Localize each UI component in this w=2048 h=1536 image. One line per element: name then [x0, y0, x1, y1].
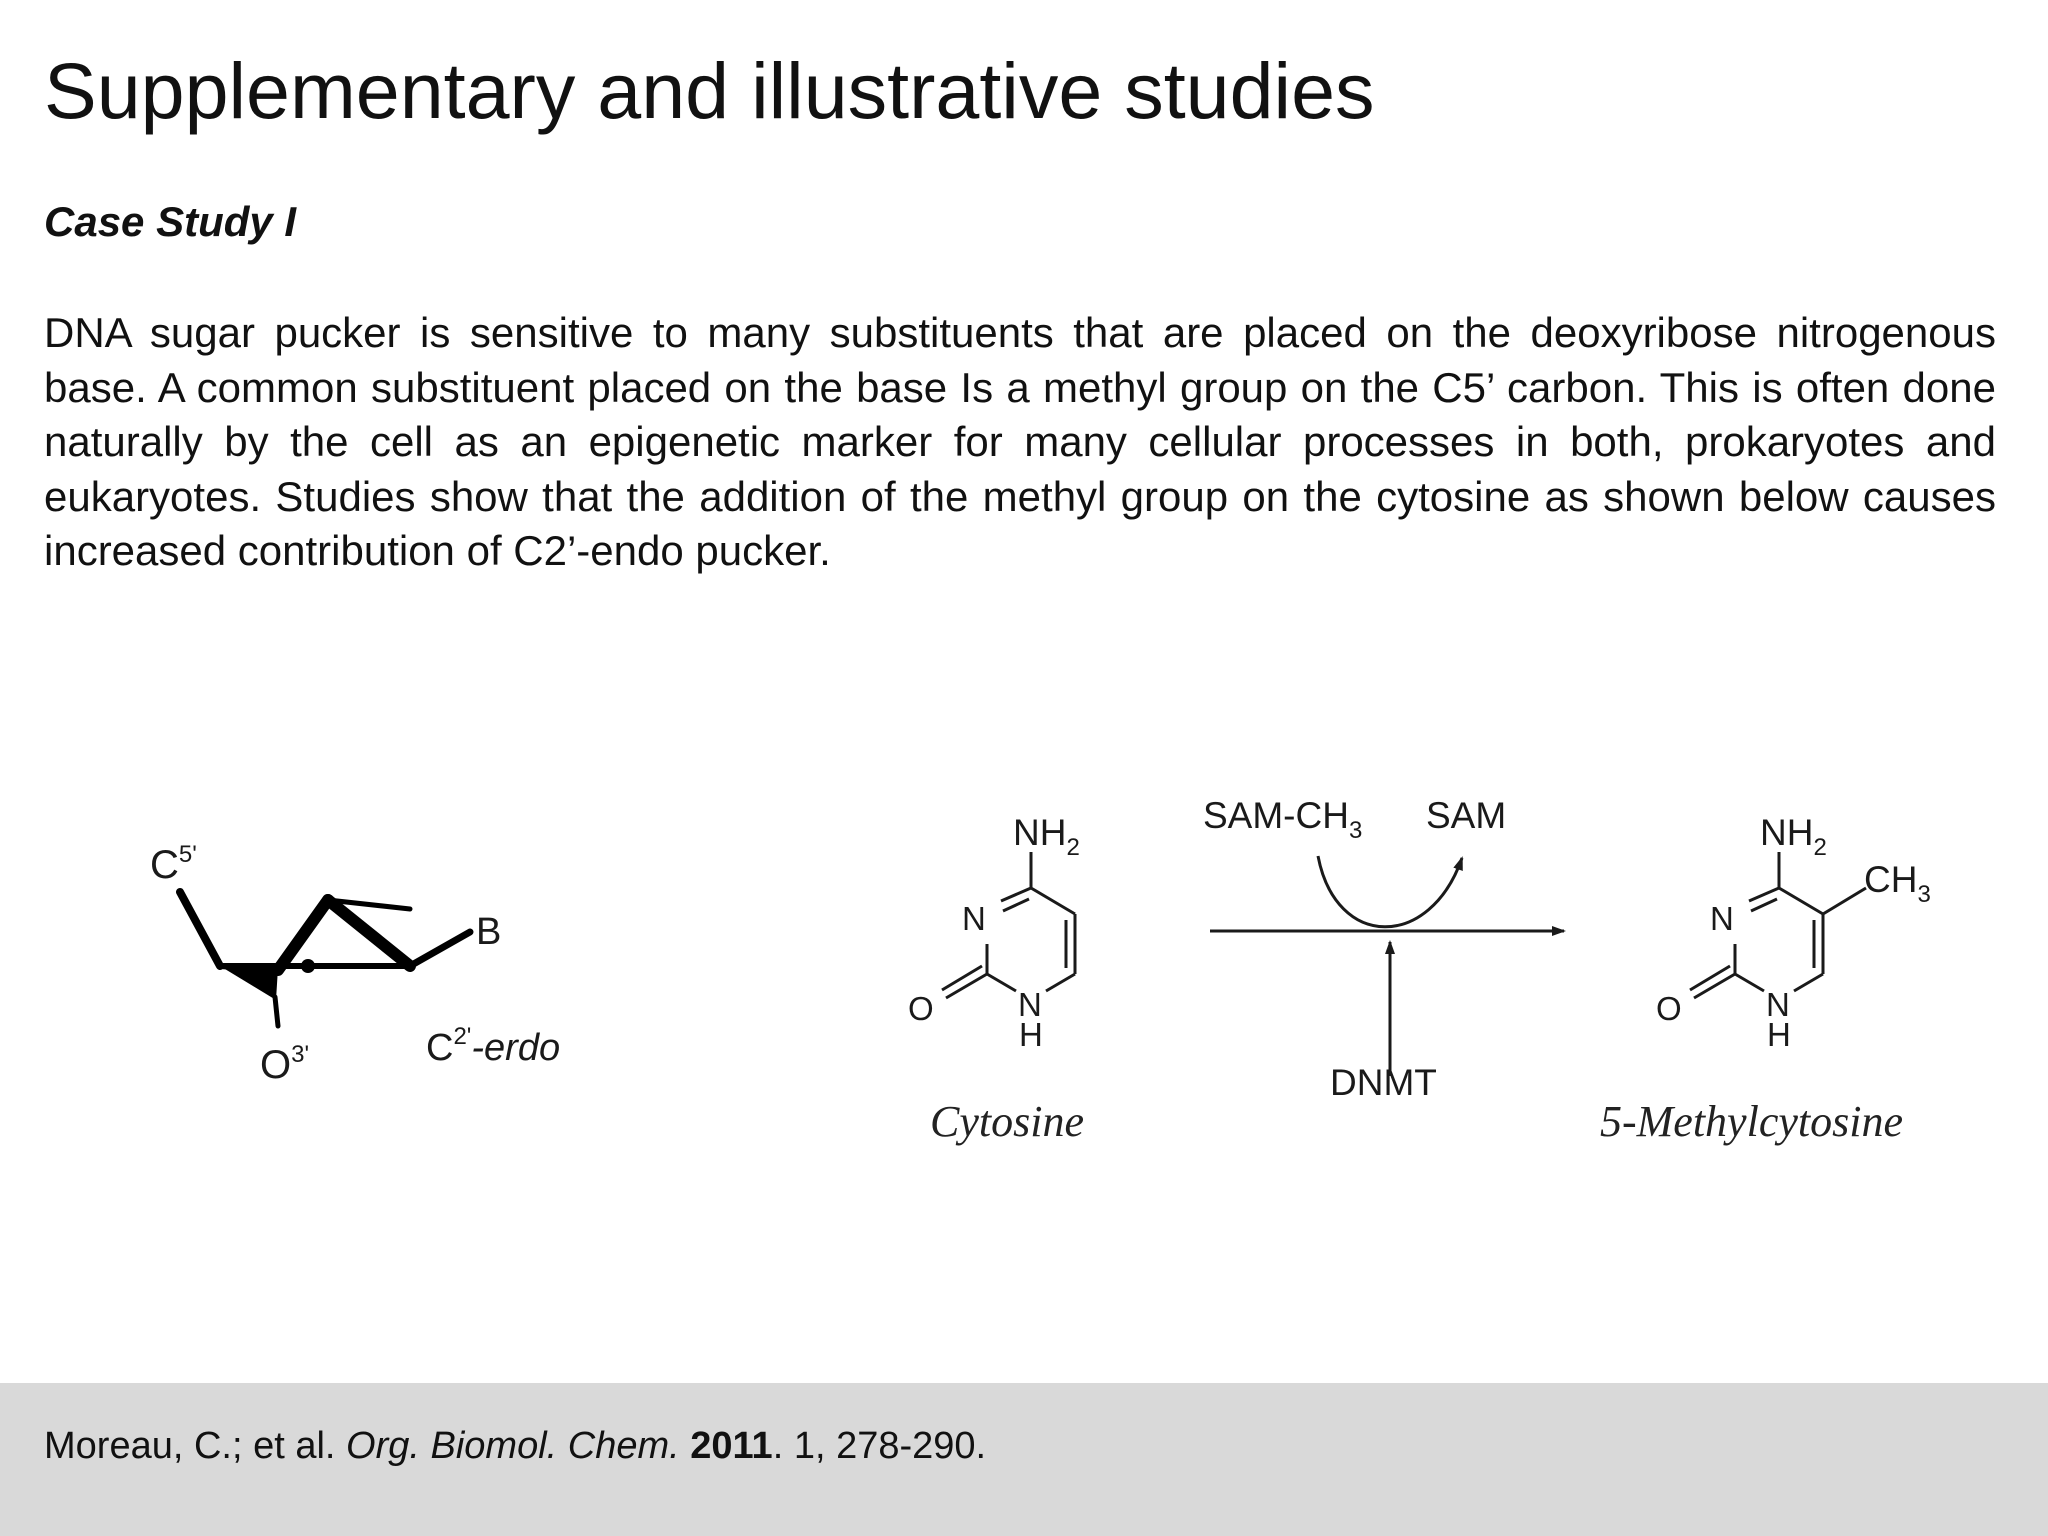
- o3-bond-lower: [275, 997, 278, 1026]
- mc-methyl-bond: [1823, 888, 1866, 914]
- sugar-ring-bonds: [180, 892, 470, 1026]
- cytosine-structure: [908, 812, 1084, 1146]
- case-study-heading: Case Study I: [44, 198, 297, 245]
- base-bond: [410, 932, 470, 966]
- ring-atom-dot: [301, 959, 315, 973]
- methylation-reaction: [1203, 795, 1564, 1103]
- citation-year: 2011: [690, 1425, 773, 1467]
- citation-rest: . 1, 278-290.: [772, 1425, 987, 1467]
- ring-bond-c4-c5: [1031, 888, 1075, 914]
- cytosine-amine-label: $NH_2$: [1013, 812, 1080, 861]
- citation-journal: Org. Biomol. Chem.: [346, 1425, 680, 1467]
- methylcytosine-n1-label: N: [1766, 986, 1790, 1023]
- pucker-label: $C^{2'}$-erdo: [426, 1023, 561, 1069]
- cofactor-curved-arrow: [1318, 856, 1462, 927]
- methylcytosine-amine-label: $NH_2$: [1760, 812, 1827, 861]
- sugar-pucker-diagram: [150, 841, 560, 1087]
- citation: [44, 1420, 986, 1472]
- ring-double-n3-c4: [1003, 899, 1029, 911]
- ring-bond-n1-c2: [987, 974, 1016, 991]
- c5-label: $C^{5'}$: [150, 841, 197, 887]
- methylcytosine-n1-hydrogen-label: H: [1767, 1016, 1791, 1053]
- methylcytosine-ring-n-label: N: [1710, 900, 1734, 937]
- mc-ring-bond-c4-c5: [1779, 888, 1823, 914]
- methylcytosine-oxygen-label: O: [1656, 990, 1682, 1027]
- cytosine-n1-label: N: [1018, 986, 1042, 1023]
- carbonyl-double: [942, 966, 982, 990]
- ring-bond-c6-n1: [1046, 974, 1075, 991]
- c5-bond: [180, 892, 220, 966]
- mc-ring-bond-n1-c2: [1735, 974, 1764, 991]
- o3-label: $O^{3'}$: [260, 1041, 310, 1087]
- sam-label: SAM: [1426, 795, 1507, 836]
- mc-carbonyl-double: [1690, 966, 1730, 990]
- cytosine-n1-hydrogen-label: H: [1019, 1016, 1043, 1053]
- methylcytosine-structure: [1600, 812, 1931, 1146]
- chemistry-figure: [0, 760, 2048, 1190]
- body-paragraph: DNA sugar pucker is sensitive to many substituents that are placed on the deoxyribose nitrogenous base. A common substituent placed on the base Is a methyl group on the C5’ carbon. This is often done naturally by the cell as an epigenetic marker for many cellular processes in both, prokaryotes and eukaryotes. Studies show that the addition of the methyl group on the cytosine as shown below causes increased contribution of C2’-endo pucker.: [44, 309, 1996, 574]
- mc-carbonyl-bond: [1694, 974, 1735, 998]
- mc-ring-double-n3-c4: [1751, 899, 1777, 911]
- page-title: Supplementary and illustrative studies: [44, 46, 1375, 135]
- methylcytosine-methyl-label: $CH_3$: [1864, 859, 1931, 908]
- cytosine-name-label: Cytosine: [930, 1097, 1084, 1146]
- figure-svg: [0, 760, 2048, 1190]
- methylcytosine-name-label: 5-Methylcytosine: [1600, 1097, 1903, 1146]
- base-b-label: B: [476, 911, 502, 953]
- citation-authors: Moreau, C.; et al.: [44, 1425, 336, 1467]
- mc-ring-bond-c6-n1: [1794, 974, 1823, 991]
- dnmt-label: DNMT: [1330, 1062, 1437, 1103]
- ring-apex-wedge: [278, 900, 328, 970]
- cytosine-oxygen-label: O: [908, 990, 934, 1027]
- cytosine-ring-n-label: N: [962, 900, 986, 937]
- sam-ch3-label: SAM-$CH_3$: [1203, 795, 1363, 844]
- ring-front-wedge: [220, 966, 278, 1000]
- carbonyl-bond: [946, 974, 987, 998]
